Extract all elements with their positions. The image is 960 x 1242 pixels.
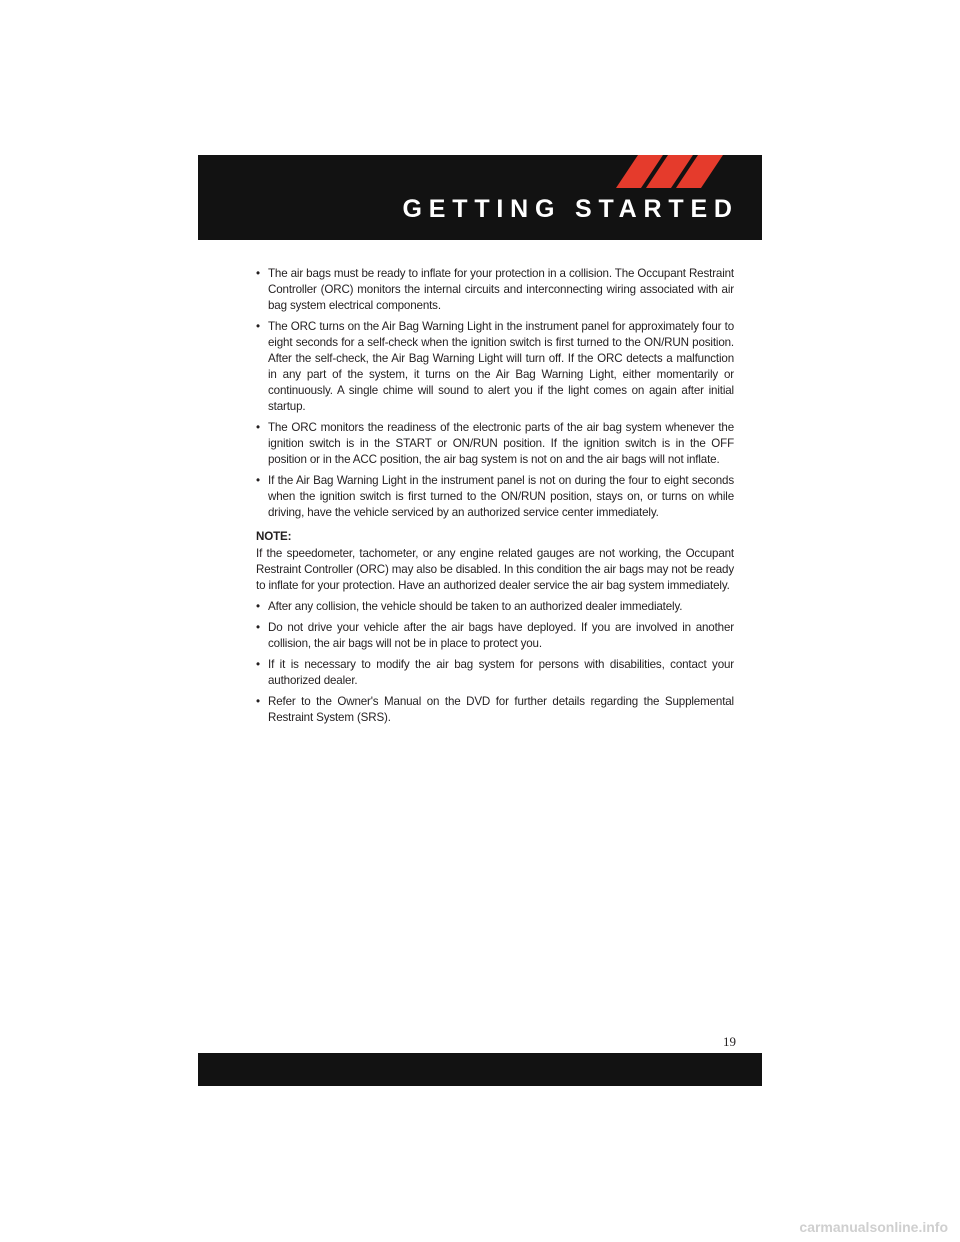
bullet-icon: • (256, 320, 260, 333)
bullet-list-bottom (256, 599, 734, 726)
bullet-icon: • (256, 621, 260, 634)
footer-bar (198, 1053, 762, 1086)
list-item: • After any collision, the vehicle should be taken to an authorized dealer immediately. (256, 600, 683, 613)
section-header-bar (198, 155, 762, 240)
list-item: • The ORC turns on the Air Bag Warning Light in the instrument panel for approximately four to eight seconds for a self-check when the ignition switch is first turned to the ON/RUN position. After the self-check, the Air Bag Warning Light will turn off. If the ORC detects a malfunction in any part of the system, it turns on the Air Bag Warning Light, either momentarily or continuously. A single chime will sound to alert you if the light comes on again after initial startup. (256, 320, 734, 413)
list-item: • The air bags must be ready to inflate for your protection in a collision. The Occupant Restraint Controller (ORC) monitors the internal circuits and interconnecting wiring associated with air bag system electrical components. (256, 267, 734, 312)
note-text: If the speedometer, tachometer, or any engine related gauges are not working, the Occupant Restraint Controller (ORC) may also be disabled. In this condition the air bags may not be ready to inflate for your protection. Have an authorized dealer service the air bag system immediately. (256, 547, 734, 592)
bullet-icon: • (256, 600, 260, 613)
bullet-icon: • (256, 658, 260, 671)
bullet-list-top (256, 266, 734, 521)
list-item: • Do not drive your vehicle after the air bags have deployed. If you are involved in another collision, the air bags will not be in place to protect you. (256, 621, 734, 650)
page-content (256, 266, 734, 731)
note-heading: NOTE: (256, 530, 292, 543)
list-item: • If it is necessary to modify the air bag system for persons with disabilities, contact your authorized dealer. (256, 658, 734, 687)
list-item: • If the Air Bag Warning Light in the instrument panel is not on during the four to eight seconds when the ignition switch is first turned to the ON/RUN position, stays on, or turns on while driving, have the vehicle serviced by an authorized service center immediately. (256, 474, 734, 519)
bullet-icon: • (256, 474, 260, 487)
bullet-icon: • (256, 421, 260, 434)
watermark: carmanualsonline.info (799, 1219, 948, 1235)
racing-stripes-icon (616, 155, 726, 188)
list-item: • Refer to the Owner's Manual on the DVD for further details regarding the Supplemental Restraint System (SRS). (256, 695, 734, 724)
section-title: GETTING STARTED (402, 195, 739, 223)
bullet-icon: • (256, 695, 260, 708)
bullet-icon: • (256, 267, 260, 280)
page-number: 19 (723, 1034, 736, 1049)
list-item: • The ORC monitors the readiness of the electronic parts of the air bag system whenever the ignition switch is in the START or ON/RUN position. If the ignition switch is in the OFF position or in the ACC position, the air bag system is not on and the air bags will not inflate. (256, 421, 734, 466)
